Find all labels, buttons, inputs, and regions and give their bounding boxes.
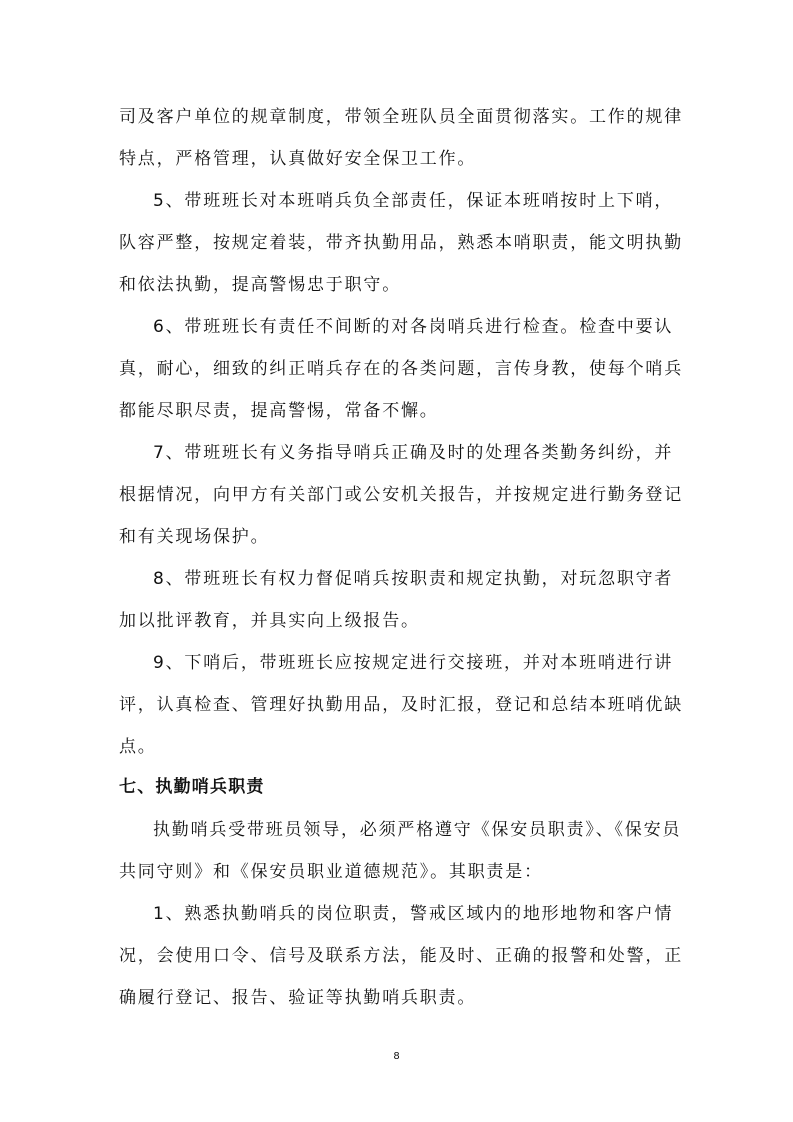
item-9-line: 评，认真检查、管理好执勤用品，及时汇报，登记和总结本班哨优缺 [119,695,683,715]
item-8-line: 加以批评教育，并具实向上级报告。 [119,611,420,631]
item-7-line: 和有关现场保护。 [119,527,270,547]
item-7-line: 7、带班班长有义务指导哨兵正确及时的处理各类勤务纠纷，并 [153,443,674,463]
item-5-line: 5、带班班长对本班哨兵负全部责任，保证本班哨按时上下哨， [153,191,674,211]
paragraph-line: 司及客户单位的规章制度，带领全班队员全面贯彻落实。工作的规律 [119,107,683,127]
item-9-line: 9、下哨后，带班班长应按规定进行交接班，并对本班哨进行讲 [153,653,674,673]
section-item-1-line: 确履行登记、报告、验证等执勤哨兵职责。 [119,988,477,1008]
item-9-line: 点。 [119,737,157,757]
item-5-line: 队容严整，按规定着装，带齐执勤用品，熟悉本哨职责，能文明执勤 [119,233,683,253]
section-intro-line: 执勤哨兵受带班员领导，必须严格遵守《保安员职责》、《保安员 [153,820,682,840]
item-6-line: 真，耐心，细致的纠正哨兵存在的各类问题，言传身教，使每个哨兵 [119,359,683,379]
item-6-line: 都能尽职尽责，提高警惕，常备不懈。 [119,401,439,421]
section-heading: 七、执勤哨兵职责 [119,777,265,797]
paragraph-line: 特点，严格管理，认真做好安全保卫工作。 [119,149,477,169]
item-7-line: 根据情况，向甲方有关部门或公安机关报告，并按规定进行勤务登记 [119,485,683,505]
page-number: 8 [393,1051,400,1062]
section-item-1-line: 况，会使用口令、信号及联系方法，能及时、正确的报警和处警，正 [119,946,683,966]
item-5-line: 和依法执勤，提高警惕忠于职守。 [119,275,401,295]
section-intro-line: 共同守则》和《保安员职业道德规范》。其职责是： [119,862,543,882]
item-6-line: 6、带班班长有责任不间断的对各岗哨兵进行检查。检查中要认 [153,317,674,337]
section-item-1-line: 1、熟悉执勤哨兵的岗位职责，警戒区域内的地形地物和客户情 [153,904,674,924]
item-8-line: 8、带班班长有权力督促哨兵按职责和规定执勤，对玩忽职守者 [153,569,674,589]
